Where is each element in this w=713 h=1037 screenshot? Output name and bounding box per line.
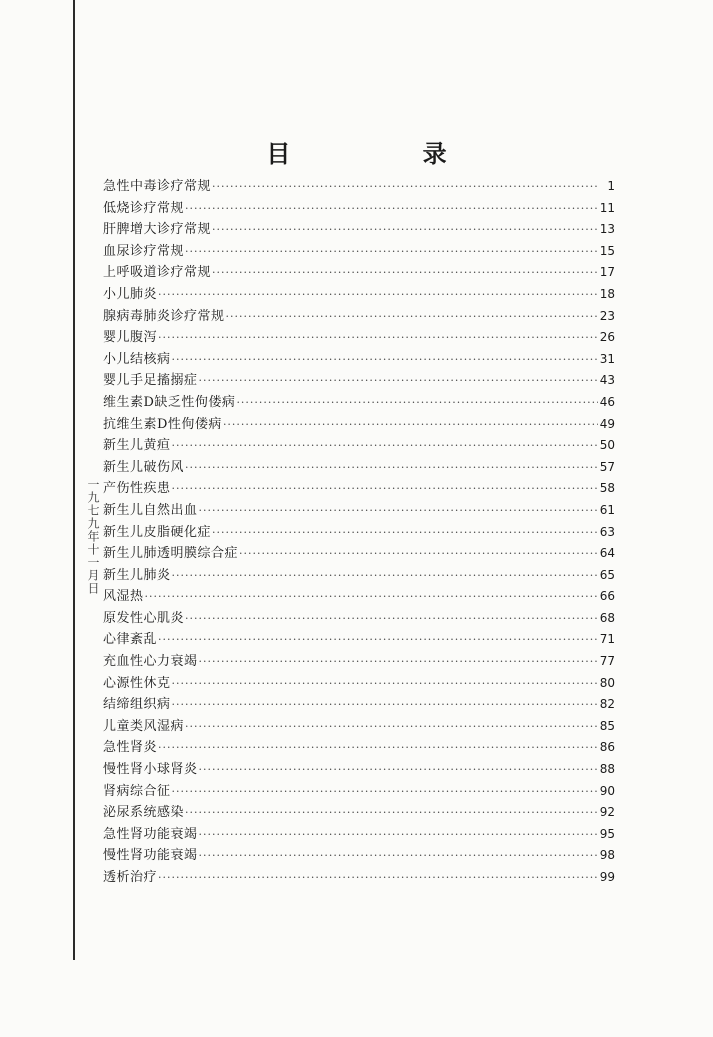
toc-entry[interactable] [103,198,615,220]
toc-entry-title: 产伤性疾患 [103,481,171,497]
toc-entry-title: 急性肾功能衰竭 [103,826,198,842]
toc-entry-page-number: 64 [599,546,615,561]
toc-entry-title: 肾病综合征 [103,783,171,799]
toc-dot-leader [212,522,598,544]
toc-dot-leader [199,845,598,867]
toc-entry-title: 血尿诊疗常规 [103,243,185,259]
toc-entry[interactable] [103,284,615,306]
toc-entry[interactable] [103,651,615,673]
toc-entry[interactable] [103,586,615,608]
page-title: 目 录 [266,139,509,169]
toc-entry-title: 新生儿自然出血 [103,502,198,518]
toc-entry-page-number: 15 [599,243,615,258]
toc-entry[interactable] [103,392,615,414]
toc-entry-title: 泌尿系统感染 [103,805,185,821]
toc-entry-title: 心律紊乱 [103,632,158,648]
toc-entry[interactable] [103,435,615,457]
toc-dot-leader [172,673,598,695]
toc-dot-leader [226,306,598,328]
toc-dot-leader [199,651,598,673]
toc-entry[interactable] [103,716,615,738]
toc-entry-title: 抗维生素D性佝偻病 [103,416,222,432]
toc-entry[interactable] [103,845,615,867]
toc-entry[interactable] [103,478,615,500]
toc-dot-leader [199,500,598,522]
toc-entry-page-number: 71 [599,632,615,647]
side-date-stamp: 一九七九年十一月日 [86,478,100,595]
toc-entry-page-number: 31 [599,351,615,366]
toc-entry-page-number: 18 [599,286,615,301]
toc-entry-title: 新生儿黄疸 [103,438,171,454]
toc-entry[interactable] [103,500,615,522]
toc-entry-title: 新生儿肺炎 [103,567,171,583]
toc-entry[interactable] [103,759,615,781]
toc-dot-leader [185,608,598,630]
toc-entry[interactable] [103,457,615,479]
toc-entry-title: 急性肾炎 [103,740,158,756]
toc-dot-leader [172,435,598,457]
toc-entry-page-number: 26 [599,330,615,345]
toc-entry-title: 新生儿破伤风 [103,459,185,475]
toc-entry[interactable] [103,370,615,392]
toc-entry-title: 风湿热 [103,589,144,605]
toc-dot-leader [185,716,598,738]
toc-dot-leader [172,565,598,587]
toc-entry-title: 小儿结核病 [103,351,171,367]
toc-dot-leader [185,241,598,263]
toc-entry-page-number: 92 [599,805,615,820]
toc-dot-leader [212,262,598,284]
toc-dot-leader [158,737,598,759]
toc-dot-leader [172,349,598,371]
toc-dot-leader [172,781,598,803]
toc-entry[interactable] [103,262,615,284]
toc-entry-page-number: 99 [599,870,615,884]
toc-dot-leader [158,867,598,889]
toc-entry[interactable] [103,349,615,371]
toc-dot-leader [212,219,598,241]
toc-dot-leader [236,392,598,414]
toc-entry-title: 结缔组织病 [103,697,171,713]
toc-dot-leader [185,802,598,824]
toc-dot-leader [199,824,598,846]
toc-entry-title: 腺病毒肺炎诊疗常规 [103,308,225,324]
toc-entry-page-number: 63 [599,524,615,539]
toc-entry-page-number: 80 [599,675,615,690]
toc-entry[interactable] [103,802,615,824]
toc-dot-leader [145,586,598,608]
toc-entry-page-number: 77 [599,654,615,669]
toc-entry[interactable] [103,327,615,349]
toc-entry-page-number: 23 [599,308,615,323]
toc-entry-title: 儿童类风湿病 [103,718,185,734]
toc-entry[interactable] [103,673,615,695]
toc-dot-leader [185,457,598,479]
toc-entry-title: 透析治疗 [103,870,158,885]
toc-entry-title: 原发性心肌炎 [103,610,185,626]
toc-dot-leader [212,176,598,198]
toc-entry[interactable] [103,522,615,544]
toc-entry-page-number: 66 [599,589,615,604]
toc-entry-page-number: 1 [607,179,615,193]
toc-entry-title: 肝脾增大诊疗常规 [103,222,212,238]
toc-entry-title: 充血性心力衰竭 [103,654,198,670]
toc-entry-title: 维生素D缺乏性佝偻病 [103,394,236,410]
toc-entry-page-number: 46 [599,394,615,409]
toc-entry-title: 慢性肾小球肾炎 [103,762,198,778]
toc-entry-title: 上呼吸道诊疗常规 [103,265,212,281]
toc-entry[interactable] [103,414,615,436]
toc-entry[interactable] [103,241,615,263]
toc-entry[interactable] [103,824,615,846]
toc-entry-title: 婴儿腹泻 [103,330,158,346]
toc-dot-leader [239,543,598,565]
toc-entry-page-number: 95 [599,826,615,841]
toc-entry-title: 心源性休克 [103,675,171,691]
toc-entry-page-number: 49 [599,416,615,431]
toc-entry-title: 婴儿手足搐搦症 [103,373,198,389]
toc-dot-leader [185,198,598,220]
toc-entry-page-number: 68 [599,610,615,625]
toc-entry-title: 新生儿皮脂硬化症 [103,524,212,540]
toc-entry-page-number: 98 [599,848,615,863]
toc-dot-leader [199,370,598,392]
toc-entry-page-number: 43 [599,373,615,388]
toc-entry-page-number: 58 [599,481,615,496]
toc-entry-page-number: 86 [599,740,615,755]
toc-entry[interactable] [103,176,615,198]
toc-entry[interactable] [103,219,615,241]
toc-entry[interactable] [103,781,615,803]
toc-entry-page-number: 13 [599,222,615,237]
toc-entry[interactable] [103,867,615,889]
toc-entry[interactable] [103,694,615,716]
toc-entry-page-number: 61 [599,502,615,517]
toc-dot-leader [158,284,598,306]
toc-dot-leader [199,759,598,781]
toc-entry-title: 小儿肺炎 [103,286,158,302]
toc-entry-page-number: 90 [599,783,615,798]
toc-entry[interactable] [103,737,615,759]
toc-entry-page-number: 57 [599,459,615,474]
toc-entry-page-number: 65 [599,567,615,582]
toc-entry[interactable] [103,543,615,565]
toc-dot-leader [158,629,598,651]
toc-dot-leader [172,694,598,716]
toc-dot-leader [172,478,598,500]
toc-entry-page-number: 11 [599,200,615,215]
toc-entry-page-number: 17 [599,265,615,280]
toc-entry-title: 急性中毒诊疗常规 [103,179,212,194]
toc-entry-title: 新生儿肺透明膜综合症 [103,546,239,562]
toc-entry-title: 慢性肾功能衰竭 [103,848,198,864]
table-of-contents [103,176,615,889]
toc-entry[interactable] [103,629,615,651]
toc-entry-page-number: 88 [599,762,615,777]
toc-entry[interactable] [103,565,615,587]
toc-entry-page-number: 82 [599,697,615,712]
toc-entry[interactable] [103,306,615,328]
toc-dot-leader [158,327,598,349]
toc-entry-title: 低烧诊疗常规 [103,200,185,216]
toc-entry[interactable] [103,608,615,630]
toc-dot-leader [223,414,598,436]
toc-entry-page-number: 85 [599,718,615,733]
toc-entry-page-number: 50 [599,438,615,453]
